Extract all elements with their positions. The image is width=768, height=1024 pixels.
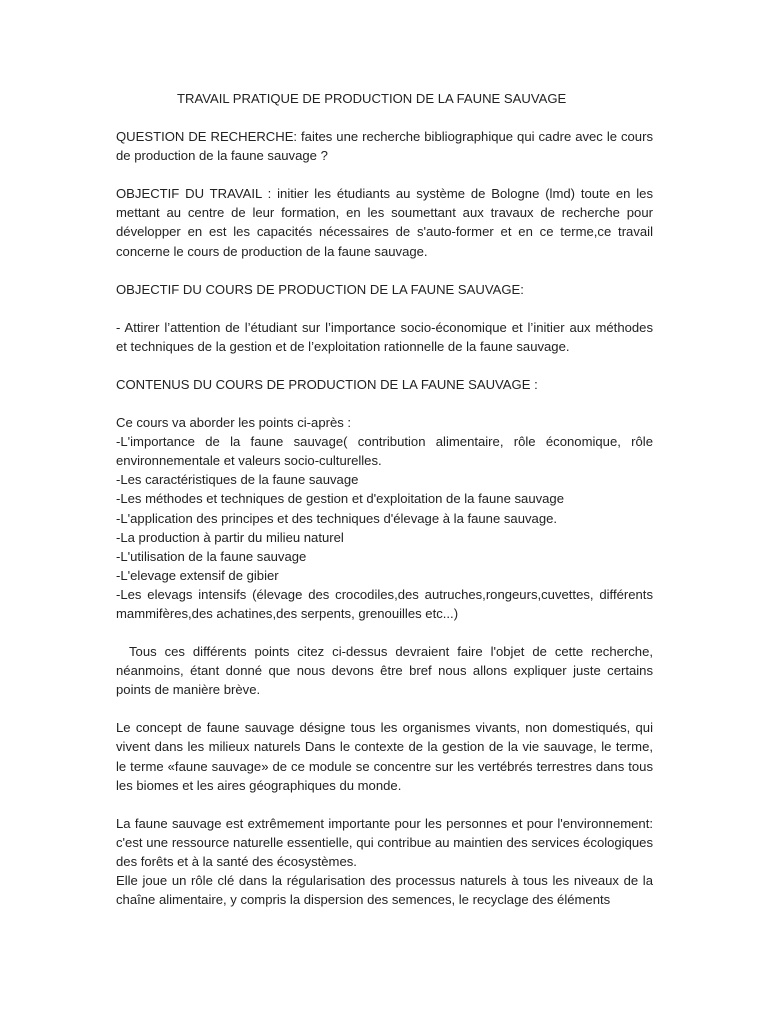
course-objective-heading: OBJECTIF DU COURS DE PRODUCTION DE LA FAUNE SAUVAGE: [116, 281, 524, 297]
contents-list [116, 432, 653, 623]
list-item: -Les caractéristiques de la faune sauvage [116, 472, 359, 488]
list-item: -Les elevags intensifs (élevage des crocodiles,des autruches,rongeurs,cuvettes, différents mammifères,des achatines,des serpents, grenouilles etc...) [116, 586, 653, 621]
list-item: -La production à partir du milieu naturel [116, 529, 344, 545]
document-title: TRAVAIL PRATIQUE DE PRODUCTION DE LA FAUNE SAUVAGE [177, 91, 567, 106]
work-objective: OBJECTIF DU TRAVAIL : initier les étudiants au système de Bologne (lmd) toute en les mettant au centre de leur formation, en les soumettant aux travaux de recherche pour développer en est les capacités nécessaires de s'auto-former et en ce terme,ce travail concerne le cours de production de la faune sauvage. [116, 186, 653, 259]
document-page [116, 89, 653, 909]
contents-intro: Ce cours va aborder les points ci-après : [116, 415, 352, 431]
list-item: -L'importance de la faune sauvage( contribution alimentaire, rôle économique, rôle environnementale et valeurs socio-culturelles. [116, 434, 653, 469]
list-item: -Les méthodes et techniques de gestion et d'exploitation de la faune sauvage [116, 491, 565, 507]
research-question: QUESTION DE RECHERCHE: faites une recherche bibliographique qui cadre avec le cours de production de la faune sauvage ? [116, 129, 653, 164]
contents-heading: CONTENUS DU COURS DE PRODUCTION DE LA FAUNE SAUVAGE : [116, 376, 538, 392]
paragraph-concept: Le concept de faune sauvage désigne tous les organismes vivants, non domestiqués, qui vivent dans les milieux naturels Dans le contexte de la gestion de la vie sauvage, le terme, le terme «faune sauvage» de ce module se concentre sur les vertébrés terrestres dans tous les biomes et les aires géographiques du monde. [116, 720, 653, 793]
paragraph-role: Elle joue un rôle clé dans la régularisation des processus naturels à tous les niveaux de la chaîne alimentaire, y compris la dispersion des semences, le recyclage des éléments [116, 873, 653, 908]
course-objective-text: - Attirer l’attention de l’étudiant sur l’importance socio-économique et l’initier aux méthodes et techniques de la gestion et de l’exploitation rationnelle de la faune sauvage. [116, 319, 653, 354]
paragraph-importance: La faune sauvage est extrêmement importante pour les personnes et pour l'environnement: c'est une ressource naturelle essentielle, qui contribue au maintien des services écologiques des forêts et à la santé des écosystèmes. [116, 815, 653, 869]
paragraph-points: Tous ces différents points citez ci-dessus devraient faire l'objet de cette recherche, néanmoins, étant donné que nous devons être bref nous allons expliquer juste certains points de manière brève. [116, 644, 653, 698]
list-item: -L'utilisation de la faune sauvage [116, 548, 307, 564]
list-item: -L'application des principes et des techniques d'élevage à la faune sauvage. [116, 510, 558, 526]
list-item: -L'elevage extensif de gibier [116, 567, 279, 583]
